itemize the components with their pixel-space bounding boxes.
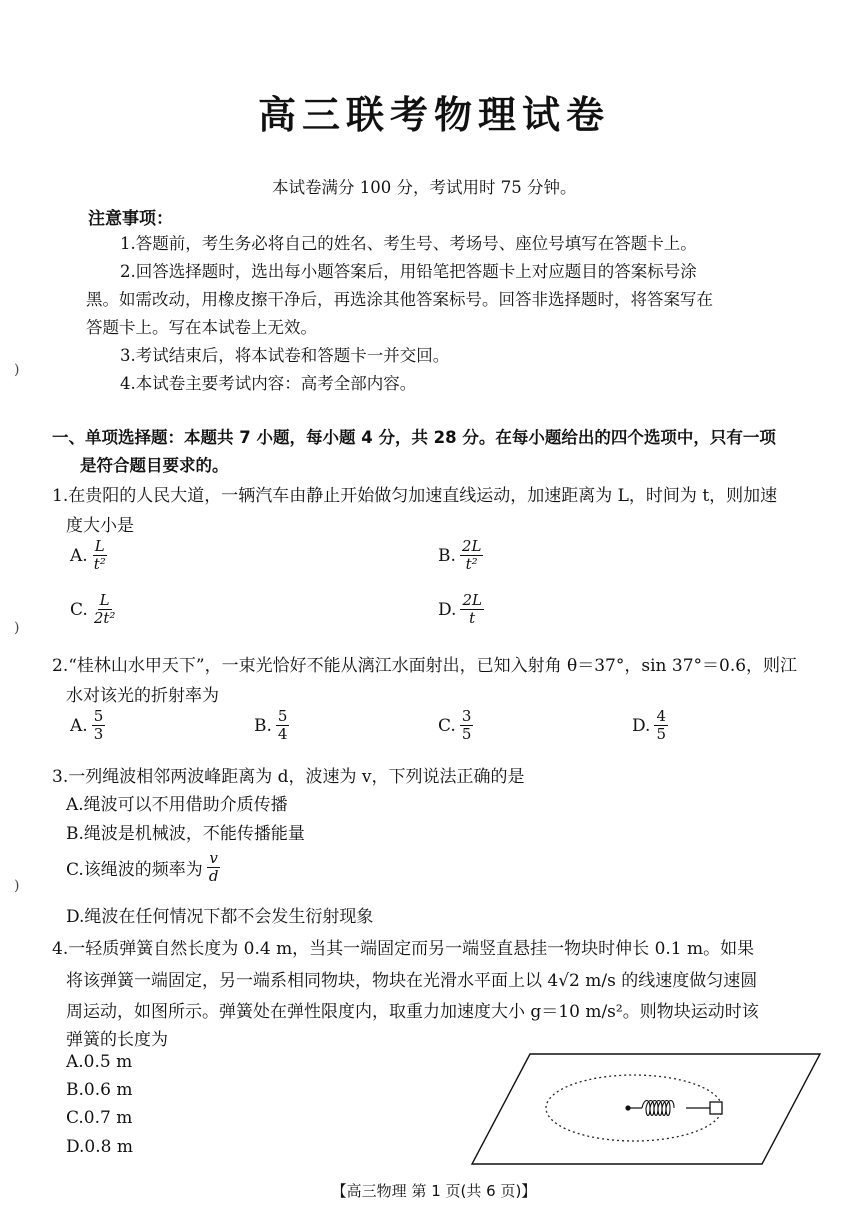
q4-option-c: C.0.7 m: [66, 1108, 133, 1128]
q2-stem-line-2: 水对该光的折射率为: [66, 686, 219, 706]
fraction: [460, 538, 484, 573]
numerator: 4: [656, 707, 666, 725]
q4-stem-line-4: 弹簧的长度为: [66, 1030, 168, 1050]
notice-line-2c: 答题卡上。写在本试卷上无效。: [86, 318, 317, 337]
q4-stem-line-2: 将该弹簧一端固定，另一端系相同物块，物块在光滑水平面上以 4√2 m/s 的线速度做匀速圆: [66, 971, 758, 991]
denominator: t²: [465, 555, 478, 573]
numerator: 5: [93, 707, 104, 725]
numerator: 2L: [462, 591, 482, 609]
q2-stem-line-1: 2.“桂林山水甲天下”，一束光恰好不能从漓江水面射出，已知入射角 θ＝37°，sin 37°＝0.6，则江: [52, 656, 798, 676]
option-label: A.: [70, 545, 88, 566]
denominator: 5: [656, 725, 666, 743]
numerator: L: [94, 537, 105, 555]
denominator: t²: [93, 555, 106, 573]
option-text: C.该绳波的频率为: [66, 860, 203, 880]
q2-option-d: [632, 708, 668, 743]
notice-line-3: 3.考试结束后，将本试卷和答题卡一并交回。: [120, 346, 450, 365]
q3-option-d: D.绳波在任何情况下都不会发生衍射现象: [66, 907, 374, 927]
q1-option-c: [70, 592, 117, 627]
q3-option-b: B.绳波是机械波，不能传播能量: [66, 824, 305, 844]
q3-option-a: A.绳波可以不用借助介质传播: [66, 795, 288, 815]
option-label: B.: [254, 715, 272, 736]
q1-option-b: [438, 538, 483, 573]
numerator: L: [99, 591, 110, 609]
denominator: t: [469, 609, 476, 627]
q4-option-d: D.0.8 m: [66, 1137, 133, 1157]
section-heading-line-1: 一、单项选择题：本题共 7 小题，每小题 4 分，共 28 分。在每小题给出的四个选项中，只有一项: [52, 428, 776, 447]
notice-line-4: 4.本试卷主要考试内容：高考全部内容。: [120, 374, 417, 393]
numerator: 3: [461, 707, 472, 725]
q4-stem-line-1: 4.一轻质弹簧自然长度为 0.4 m，当其一端固定而另一端竖直悬挂一物块时伸长 0.1 m。如果: [52, 939, 755, 959]
q2-option-b: [254, 708, 289, 743]
option-label: C.: [438, 715, 456, 736]
section-heading-line-2: 是符合题目要求的。: [80, 456, 229, 475]
q4-stem-line-3: 周运动，如图所示。弹簧处在弹性限度内，取重力加速度大小 g＝10 m/s²。则物块运动时该: [66, 1002, 759, 1022]
binding-mark: ): [14, 620, 20, 636]
page-footer: 【高三物理 第 1 页(共 6 页)】: [331, 1182, 537, 1200]
numerator: v: [209, 849, 218, 867]
fraction: [460, 592, 484, 627]
fraction: [92, 708, 106, 743]
binding-mark: ): [14, 878, 20, 894]
numerator: 2L: [461, 537, 482, 555]
option-label: A.: [70, 715, 88, 736]
q4-option-a: A.0.5 m: [66, 1052, 133, 1072]
fraction: [654, 708, 668, 743]
denominator: 5: [461, 725, 472, 743]
page-title: 高三联考物理试卷: [257, 93, 610, 137]
q3-option-c: [66, 850, 220, 885]
q4-option-b: B.0.6 m: [66, 1080, 133, 1100]
notice-line-2b: 黑。如需改动，用橡皮擦干净后，再选涂其他答案标号。回答非选择题时，将答案写在: [86, 290, 713, 309]
fraction: [92, 592, 118, 627]
spring: [642, 1101, 674, 1116]
denominator: 4: [277, 725, 288, 743]
q1-option-a: [70, 538, 108, 573]
q3-stem: 3.一列绳波相邻两波峰距离为 d，波速为 v，下列说法正确的是: [52, 767, 525, 787]
numerator: 5: [277, 707, 288, 725]
option-label: B.: [438, 545, 456, 566]
fraction: [207, 850, 221, 885]
binding-mark: ): [14, 362, 20, 378]
circular-motion-figure: [470, 1052, 830, 1168]
denominator: d: [208, 867, 219, 885]
option-label: C.: [70, 599, 88, 620]
exam-subtitle: 本试卷满分 100 分，考试用时 75 分钟。: [272, 178, 577, 197]
q1-option-d: [438, 592, 484, 627]
denominator: 2t²: [93, 609, 116, 627]
q2-option-a: [70, 708, 105, 743]
fraction: [92, 538, 108, 573]
notice-line-1: 1.答题前，考生务必将自己的姓名、考生号、考场号、座位号填写在答题卡上。: [120, 234, 697, 253]
fraction: [460, 708, 474, 743]
q1-stem-line-2: 度大小是: [66, 516, 134, 536]
notice-line-2a: 2.回答选择题时，选出每小题答案后，用铅笔把答题卡上对应题目的答案标号涂: [120, 262, 697, 281]
option-label: D.: [438, 599, 457, 620]
denominator: 3: [93, 725, 104, 743]
fraction: [276, 708, 290, 743]
block: [710, 1102, 722, 1114]
q2-option-c: [438, 708, 473, 743]
option-label: D.: [632, 715, 651, 736]
q1-stem-line-1: 1.在贵阳的人民大道，一辆汽车由静止开始做匀加速直线运动，加速距离为 L，时间为 t，则加速: [52, 486, 778, 506]
notice-heading: 注意事项：: [88, 209, 173, 229]
